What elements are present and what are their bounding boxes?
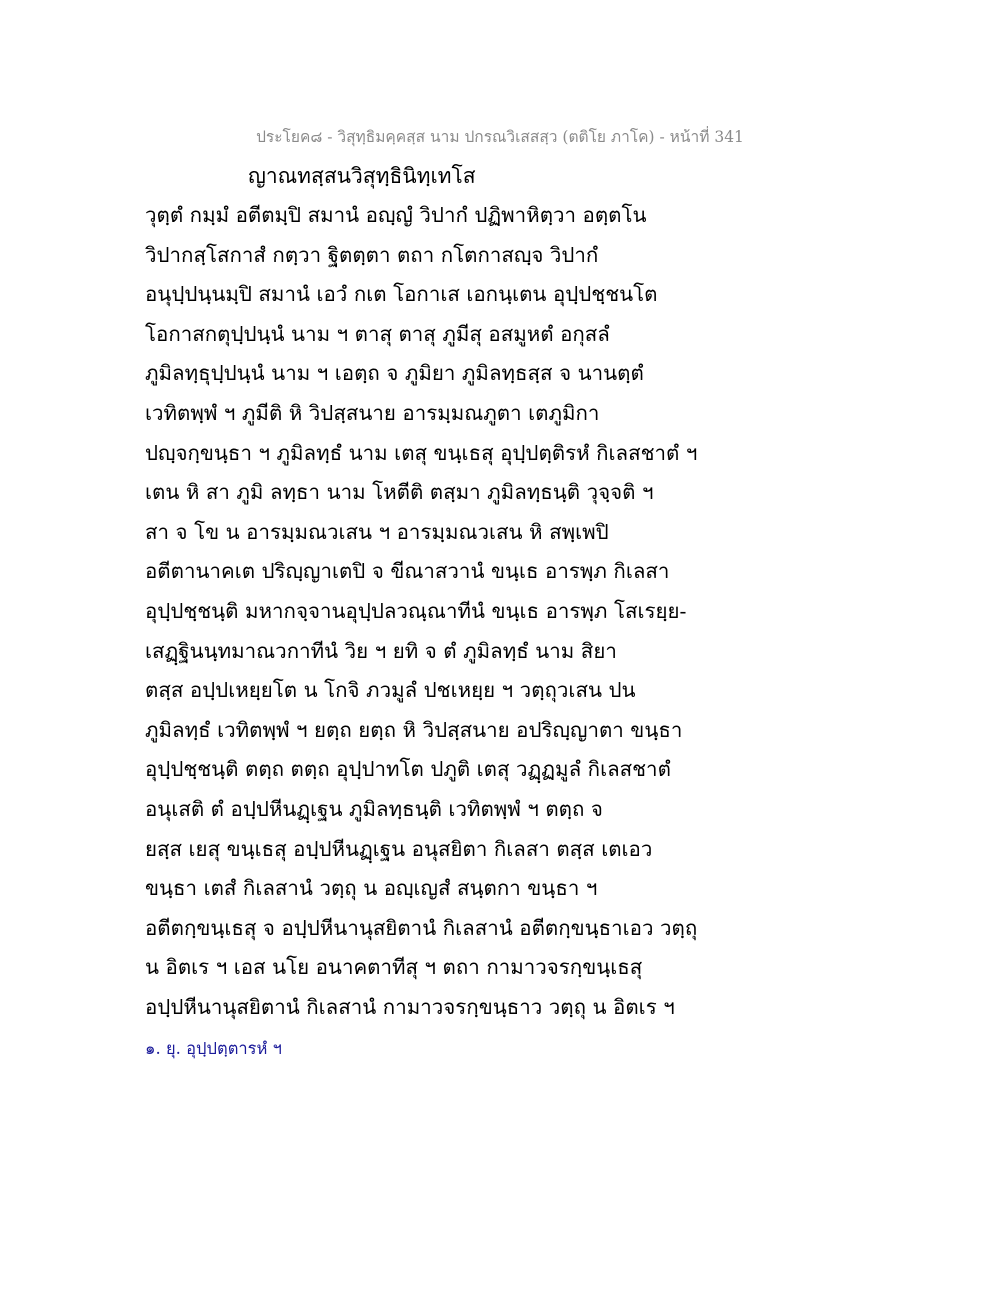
text-line: โอกาสกตุปฺปนฺนํ นาม ฯ ตาสุ ตาสุ ภูมีสุ อสมูหตํ อกุสลํ <box>145 321 610 346</box>
text-line: เตน หิ สา ภูมิ ลทฺธา นาม โหตีติ ตสฺมา ภูมิลทฺธนฺติ วุจฺจติ ฯ <box>145 480 654 505</box>
text-line: อนุเสติ ตํ อปฺปหีนฏฺเฐน ภูมิลทฺธนฺติ เวทิตพฺพํ ฯ ตตฺถ จ <box>145 796 603 821</box>
text-line: วิปากสฺโสกาสํ กตฺวา ฐิตตฺตา ตถา กโตกาสญฺจ วิปากํ <box>145 242 599 267</box>
text-line: เสฏฺฐินนฺทมาณวกาทีนํ วิย ฯ ยทิ จ ตํ ภูมิลทฺธํ นาม สิยา <box>145 638 617 663</box>
body-text <box>145 200 845 1031</box>
text-line: อุปฺปชฺชนฺติ ตตฺถ ตตฺถ อุปฺปาทโต ปภูติ เตสุ วฏฺฏมูลํ กิเลสชาตํ <box>145 757 671 782</box>
section-title: ญาณทสฺสนวิสุทฺธินิทฺเทโส <box>248 164 476 188</box>
text-line: อตีตานาคเต ปริญฺญาเตปิ จ ขีณาสวานํ ขนฺเธ อารพฺภ กิเลสา <box>145 559 670 584</box>
text-line: วุตฺตํ กมฺมํ อตีตมฺปิ สมานํ อญฺญํ วิปากํ ปฏิพาหิตฺวา อตฺตโน <box>145 203 647 227</box>
text-line: อปฺปหีนานุสยิตานํ กิเลสานํ กามาวจรกฺขนฺธาว วตฺถุ น อิตเร ฯ <box>145 994 675 1019</box>
running-header: ประโยค๘ - วิสุทฺธิมคฺคสฺส นาม ปกรณวิเสสสฺว (ตติโย ภาโค) - หน้าที่ 341 <box>256 128 744 146</box>
text-line: ตสฺส อปฺปเหยฺยโต น โกจิ ภวมูลํ ปชเหยฺย ฯ วตฺถุวเสน ปน <box>145 678 636 703</box>
text-line: ขนฺธา เตสํ กิเลสานํ วตฺถุ น อญฺเญสํ สนฺตกา ขนฺธา ฯ <box>145 876 598 901</box>
text-line: ภูมิลทฺธํ เวทิตพฺพํ ฯ ยตฺถ ยตฺถ หิ วิปสฺสนาย อปริญฺญาตา ขนฺธา <box>145 717 683 742</box>
text-line: สา จ โข น อารมฺมณวเสน ฯ อารมฺมณวเสน หิ สพฺเพปิ <box>145 519 609 544</box>
text-line: อุปฺปชฺชนฺติ มหากจฺจานอุปฺปลวณฺณาทีนํ ขนฺเธ อารพฺภ โสเรยฺย- <box>145 598 687 623</box>
text-line: อตีตกฺขนฺเธสุ จ อปฺปหีนานุสยิตานํ กิเลสานํ อตีตกฺขนฺธาเอว วตฺถุ <box>145 915 698 940</box>
text-line: ภูมิลทฺธุปฺปนฺนํ นาม ฯ เอตฺถ จ ภูมิยา ภูมิลทฺธสฺส จ นานตฺตํ <box>145 361 644 386</box>
text-line: น อิตเร ฯ เอส นโย อนาคตาทีสุ ฯ ตถา กามาวจรกฺขนฺเธสุ <box>145 955 643 980</box>
text-line: ปญฺจกฺขนฺธา ฯ ภูมิลทฺธํ นาม เตสุ ขนฺเธสุ อุปฺปตฺติรหํ กิเลสชาตํ ฯ <box>145 440 698 465</box>
text-line: เวทิตพฺพํ ฯ ภูมีติ หิ วิปสฺสนาย อารมฺมณภูตา เตภูมิกา <box>145 400 600 425</box>
text-line: ยสฺส เยสุ ขนฺเธสุ อปฺปหีนฏฺเฐน อนุสยิตา กิเลสา ตสฺส เตเอว <box>145 836 653 861</box>
text-line: อนุปฺปนฺนมฺปิ สมานํ เอวํ กเต โอกาเส เอกนฺเตน อุปฺปชฺชนโต <box>145 282 658 307</box>
footnote: ๑. ยุ. อุปฺปตฺตารหํ ฯ <box>145 1039 282 1058</box>
